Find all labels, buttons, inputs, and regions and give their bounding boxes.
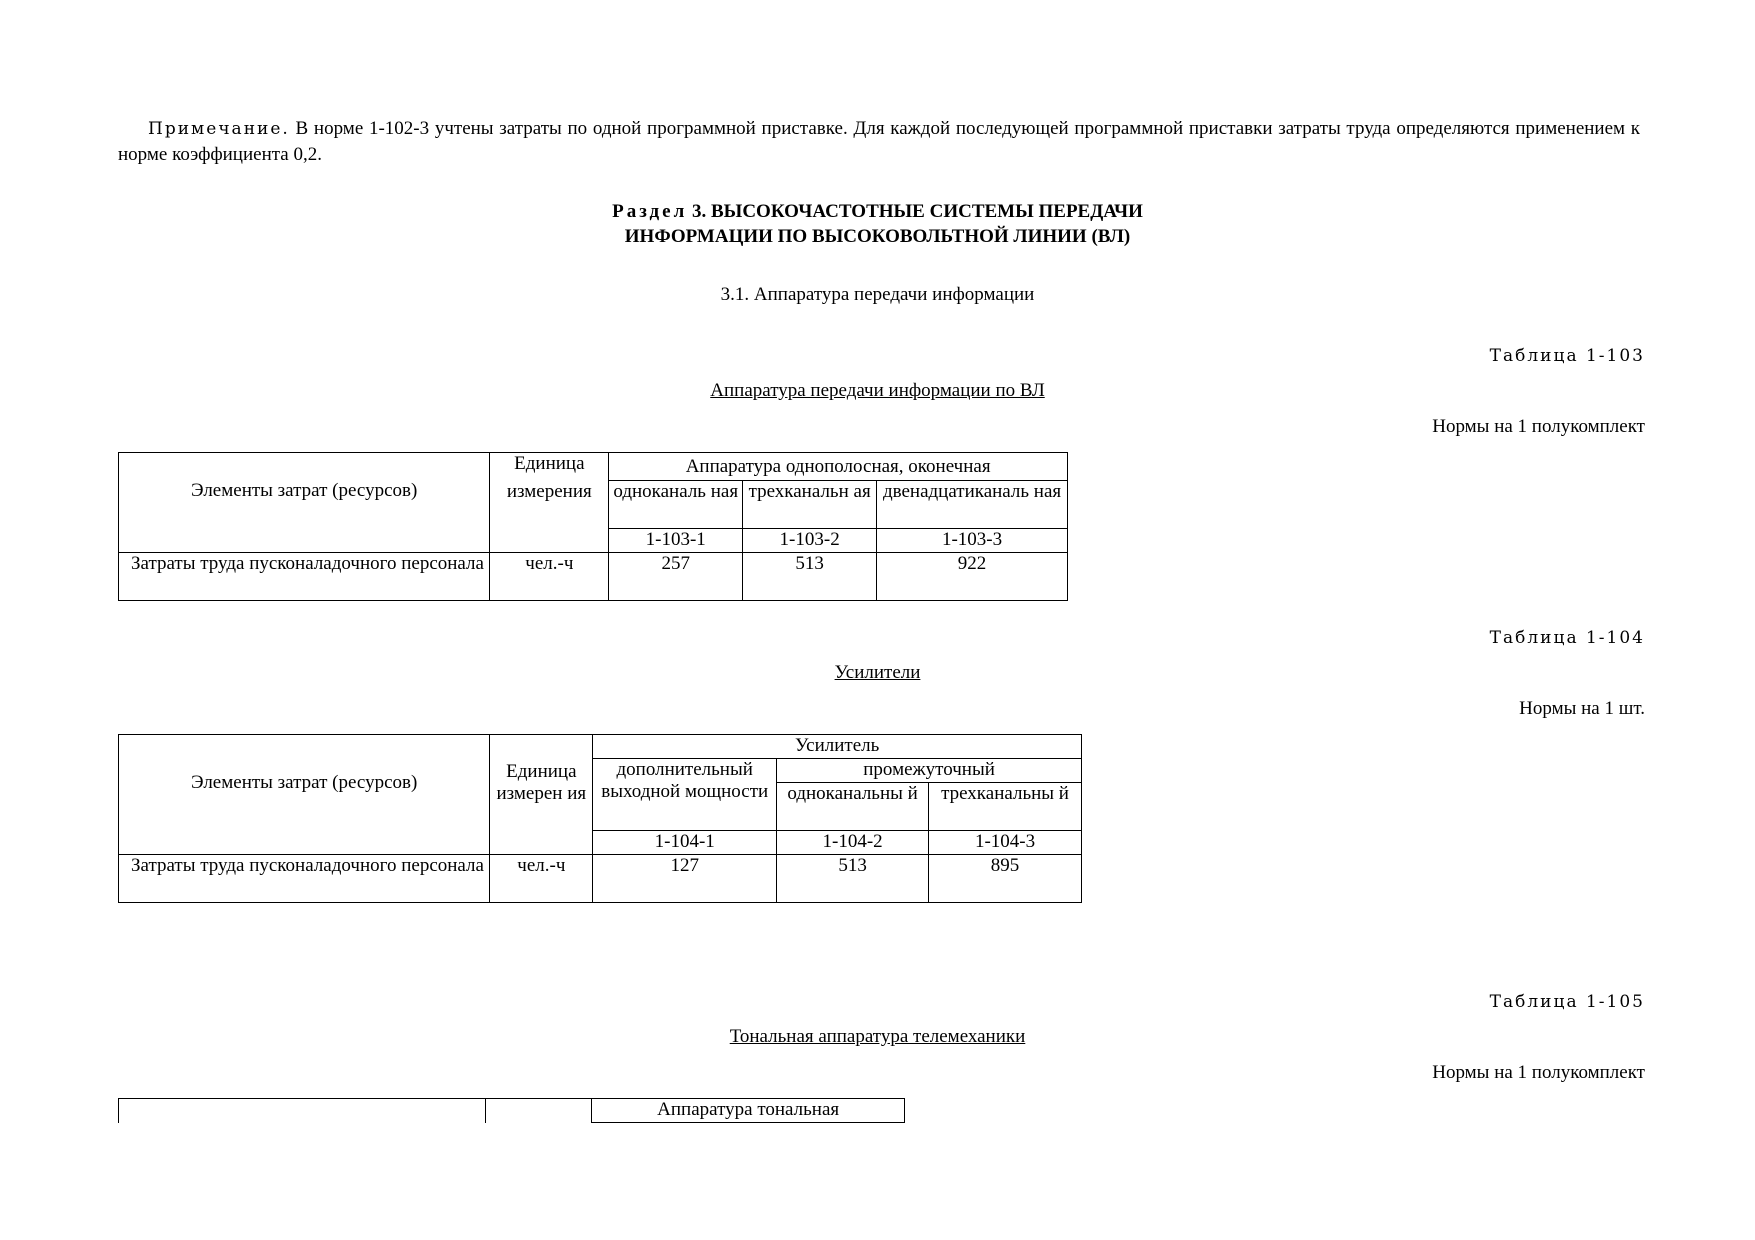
row-value-2: 513 (743, 553, 877, 601)
table-104-norm: Нормы на 1 шт. (1519, 698, 1645, 719)
header-unit: Единица измерен ия (490, 735, 593, 831)
row-unit: чел.-ч (490, 855, 593, 903)
header-group: Аппаратура однополосная, оконечная (609, 453, 1068, 481)
table-104 (118, 734, 1082, 903)
section-title-line2: ИНФОРМАЦИИ ПО ВЫСОКОВОЛЬТНОЙ ЛИНИИ (ВЛ) (624, 226, 1131, 247)
row-unit: чел.-ч (490, 553, 609, 601)
code-3: 1-103-3 (877, 529, 1068, 553)
table-105-name: Тональная аппаратура телемеханики (729, 1026, 1026, 1047)
table-103-name: Аппаратура передачи информации по ВЛ (710, 380, 1045, 401)
note-paragraph (118, 116, 1640, 168)
section-label: Раздел (612, 201, 688, 222)
header-col-1: дополнительный выходной мощности (593, 759, 777, 831)
row-value-2: 513 (777, 855, 929, 903)
table-105-norm: Нормы на 1 полукомплект (1432, 1062, 1645, 1083)
table-row (119, 855, 1082, 903)
table-103-label: Таблица 1-103 (1489, 346, 1645, 366)
row-value-3: 922 (877, 553, 1068, 601)
table-105 (118, 1098, 905, 1123)
header-col-3: трехканальны й (929, 783, 1082, 831)
header-elements: Элементы затрат (ресурсов) (119, 453, 490, 529)
table-104-label: Таблица 1-104 (1489, 628, 1645, 648)
header-unit: Единица измерения (490, 453, 609, 529)
row-name: Затраты труда пусконаладочного персонала (119, 855, 490, 903)
table-103 (118, 452, 1068, 601)
row-value-1: 257 (609, 553, 743, 601)
code-empty-2 (490, 831, 593, 855)
section-title (0, 199, 1755, 249)
header-group: Аппаратура тональная (592, 1099, 905, 1123)
header-subgroup: промежуточный (777, 759, 1082, 783)
code-empty-1 (119, 529, 490, 553)
header-group: Усилитель (593, 735, 1082, 759)
code-1: 1-104-1 (593, 831, 777, 855)
code-2: 1-104-2 (777, 831, 929, 855)
table-row (119, 553, 1068, 601)
header-col-2: одноканальны й (777, 783, 929, 831)
row-value-3: 895 (929, 855, 1082, 903)
code-empty-1 (119, 831, 490, 855)
section-title-line1: 3. ВЫСОКОЧАСТОТНЫЕ СИСТЕМЫ ПЕРЕДАЧИ (687, 201, 1143, 222)
header-elements: Элементы затрат (ресурсов) (119, 735, 490, 831)
code-1: 1-103-1 (609, 529, 743, 553)
note-text: В норме 1-102-3 учтены затраты по одной программной приставке. Для каждой последующей программной приставки затраты труда определяются применением к норме коэффициента 0,2. (118, 118, 1640, 165)
table-104-name: Усилители (834, 662, 921, 683)
table-103-norm: Нормы на 1 полукомплект (1432, 416, 1645, 437)
code-empty-2 (490, 529, 609, 553)
row-name: Затраты труда пусконаладочного персонала (119, 553, 490, 601)
header-col-1: одноканаль ная (609, 481, 743, 529)
header-col-2: трехканальн ая (743, 481, 877, 529)
row-value-1: 127 (593, 855, 777, 903)
header-elements-empty (119, 1099, 486, 1123)
code-2: 1-103-2 (743, 529, 877, 553)
table-105-label: Таблица 1-105 (1489, 992, 1645, 1012)
subsection-title: 3.1. Аппаратура передачи информации (720, 284, 1035, 305)
header-unit-empty (486, 1099, 592, 1123)
header-col-3: двенадцатиканаль ная (877, 481, 1068, 529)
code-3: 1-104-3 (929, 831, 1082, 855)
note-label: Примечание. (148, 119, 290, 139)
